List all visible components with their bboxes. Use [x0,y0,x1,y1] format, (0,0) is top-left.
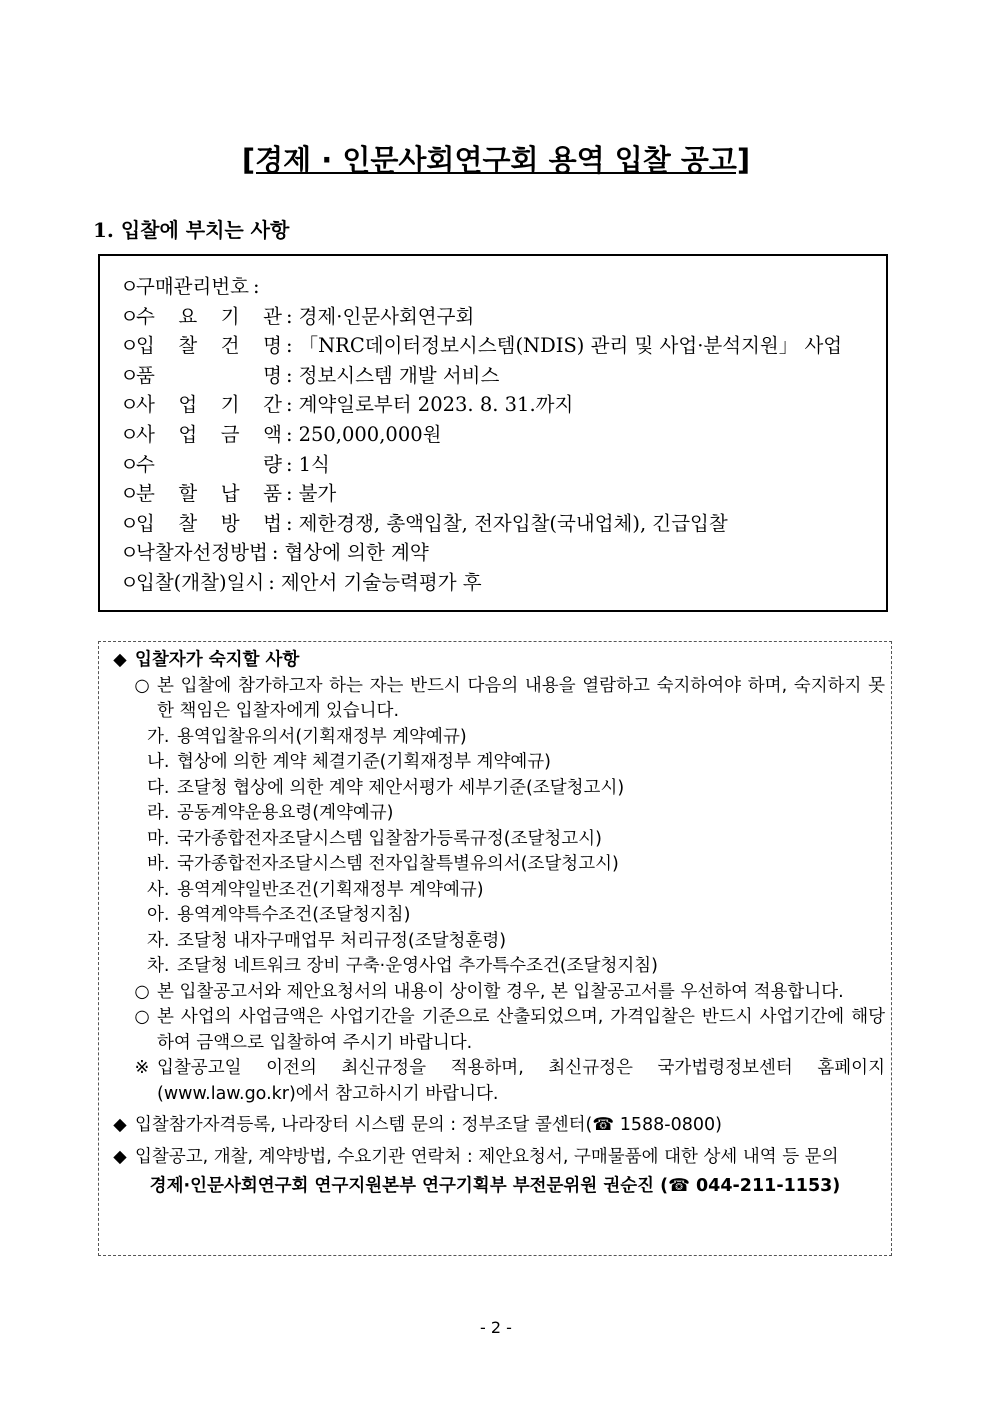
notice-registration-text: 입찰참가자격등록, 나라장터 시스템 문의 : 정부조달 콜센터(☎ 1588-0800) [135,1115,722,1135]
note-mark: ※ [134,1058,150,1078]
info-label: 입 찰 건 명 [136,334,282,358]
circle-bullet: ○ [134,981,150,1002]
info-label: 수 요 기 관 [136,304,282,328]
info-label: 구매관리번호 [136,275,250,298]
section-heading: 1. 입찰에 부치는 사항 [93,218,290,242]
diamond-icon: ◆ [113,650,127,670]
info-label: 낙찰자선정방법 [136,541,268,565]
circle-bullet: ㅇ [120,570,139,594]
contact-line: 경제·인문사회연구회 연구지원본부 연구기획부 부전문위원 권순진 (☎ 044-211-1153) [149,1176,841,1196]
notice-priority [105,980,885,1006]
info-label: 입 찰 방 법 [136,511,282,535]
info-value: 제한경쟁, 총액입찰, 전자입찰(국내업체), 긴급입찰 [298,511,728,535]
info-row-period: ㅇ 사 업 기 간 : 계약일로부터 2023. 8. 31.까지 [120,390,890,420]
circle-bullet: ㅇ [120,275,139,298]
circle-bullet: ㅇ [120,393,139,417]
notice-note [105,1056,885,1107]
info-row-selection-method: ㅇ 낙찰자선정방법 : 협상에 의한 계약 [120,538,890,568]
list-item: 나. 협상에 의한 계약 체결기준(기획재정부 계약예규) [147,752,552,772]
notice-inquiry [105,1145,885,1171]
list-item: 차. 조달청 네트워크 장비 구축·운영사업 추가특수조건(조달청지침) [147,956,658,976]
info-label: 사 업 금 액 [136,422,282,446]
notice-priority-text: 본 입찰공고서와 제안요청서의 내용이 상이할 경우, 본 입찰공고서를 우선하여 적용합니다. [157,981,844,1002]
list-item: 자. 조달청 내자구매업무 처리규정(조달청훈령) [147,930,507,951]
notice-amount [105,1005,885,1056]
info-row-bid-date: ㅇ 입찰(개찰)일시 : 제안서 기술능력평가 후 [120,568,890,598]
info-value: 경제·인문사회연구회 [298,304,475,328]
info-row-quantity: ㅇ 수 량 : 1식 [120,450,890,480]
info-row-purchase-number: ㅇ 구매관리번호 : [120,272,890,302]
circle-bullet: ㅇ [120,452,139,476]
circle-bullet: ㅇ [120,304,139,328]
info-value: 계약일로부터 2023. 8. 31.까지 [298,393,574,417]
circle-bullet: ㅇ [120,363,139,387]
circle-bullet: ㅇ [120,541,139,565]
list-item: 다. 조달청 협상에 의한 계약 제안서평가 세부기준(조달청고시) [147,777,625,798]
info-row-split-delivery: ㅇ 분 할 납 품 : 불가 [120,479,890,509]
info-label: 분 할 납 품 [136,482,282,506]
list-item: 아. 용역계약특수조건(조달청지침) [147,905,411,925]
circle-bullet: ○ [134,1007,150,1027]
info-label: 수 량 [136,452,282,476]
info-label: 품 명 [136,363,282,387]
notice-amount-text: 본 사업의 사업금액은 사업기간을 기준으로 산출되었으며, 가격입찰은 반드시 사업기간에 해당하여 금액으로 입찰하여 주시기 바랍니다. [157,1007,885,1053]
diamond-icon: ◆ [113,1115,127,1135]
notice-note-text: 입찰공고일 이전의 최신규정을 적용하며, 최신규정은 국가법령정보센터 홈페이지 (www.law.go.kr)에서 참고하시기 바랍니다. [157,1058,885,1104]
info-label: 입찰(개찰)일시 [136,570,265,594]
circle-bullet: ○ [134,675,150,696]
notice-inquiry-text: 입찰공고, 개찰, 계약방법, 수요기관 연락처 : 제안요청서, 구매물품에 대한 상세 내역 등 문의 [135,1146,839,1167]
info-value: 1식 [298,452,330,476]
info-row-item-name: ㅇ 품 명 : 정보시스템 개발 서비스 [120,361,890,391]
notice-registration [105,1113,885,1139]
info-value: 「NRC데이터정보시스템(NDIS) 관리 및 사업·분석지원」 사업 [298,334,843,358]
info-label: 사 업 기 간 [136,393,282,417]
info-row-bid-name: ㅇ 입 찰 건 명 : 「NRC데이터정보시스템(NDIS) 관리 및 사업·분석지원」 사업 [120,331,890,361]
notice-intro-text: 본 입찰에 참가하고자 하는 자는 반드시 다음의 내용을 열람하고 숙지하여야 하며, 숙지하지 못한 책임은 입찰자에게 있습니다. [157,675,885,721]
notice-heading [105,648,885,674]
info-row-bid-method: ㅇ 입 찰 방 법 : 제한경쟁, 총액입찰, 전자입찰(국내업체), 긴급입찰 [120,509,890,539]
bid-info-list [120,272,890,598]
list-item: 사. 용역계약일반조건(기획재정부 계약예규) [147,879,484,900]
circle-bullet: ㅇ [120,422,139,446]
list-item: 바. 국가종합전자조달시스템 전자입찰특별유의서(조달청고시) [147,854,619,874]
info-value: 정보시스템 개발 서비스 [298,363,500,387]
circle-bullet: ㅇ [120,334,139,358]
list-item: 마. 국가종합전자조달시스템 입찰참가등록규정(조달청고시) [147,828,602,849]
notice-intro [105,674,885,725]
list-item: 라. 공동계약운용요령(계약예규) [147,803,394,823]
circle-bullet: ㅇ [120,511,139,535]
notice-heading-text: 입찰자가 숙지할 사항 [135,650,300,670]
circle-bullet: ㅇ [120,482,139,506]
diamond-icon: ◆ [113,1146,127,1167]
info-value: 불가 [298,482,337,506]
info-row-demand-agency: ㅇ 수 요 기 관 : 경제·인문사회연구회 [120,302,890,332]
page-title: [경제 · 인문사회연구회 용역 입찰 공고] [241,143,751,177]
info-value: 250,000,000원 [298,422,442,446]
notice-content [105,648,885,1200]
page-number: - 2 - [480,1318,512,1337]
info-value: 제안서 기술능력평가 후 [280,570,482,594]
info-row-amount: ㅇ 사 업 금 액 : 250,000,000원 [120,420,890,450]
list-item: 가. 용역입찰유의서(기획재정부 계약예규) [147,726,467,747]
info-value: 협상에 의한 계약 [284,541,429,565]
